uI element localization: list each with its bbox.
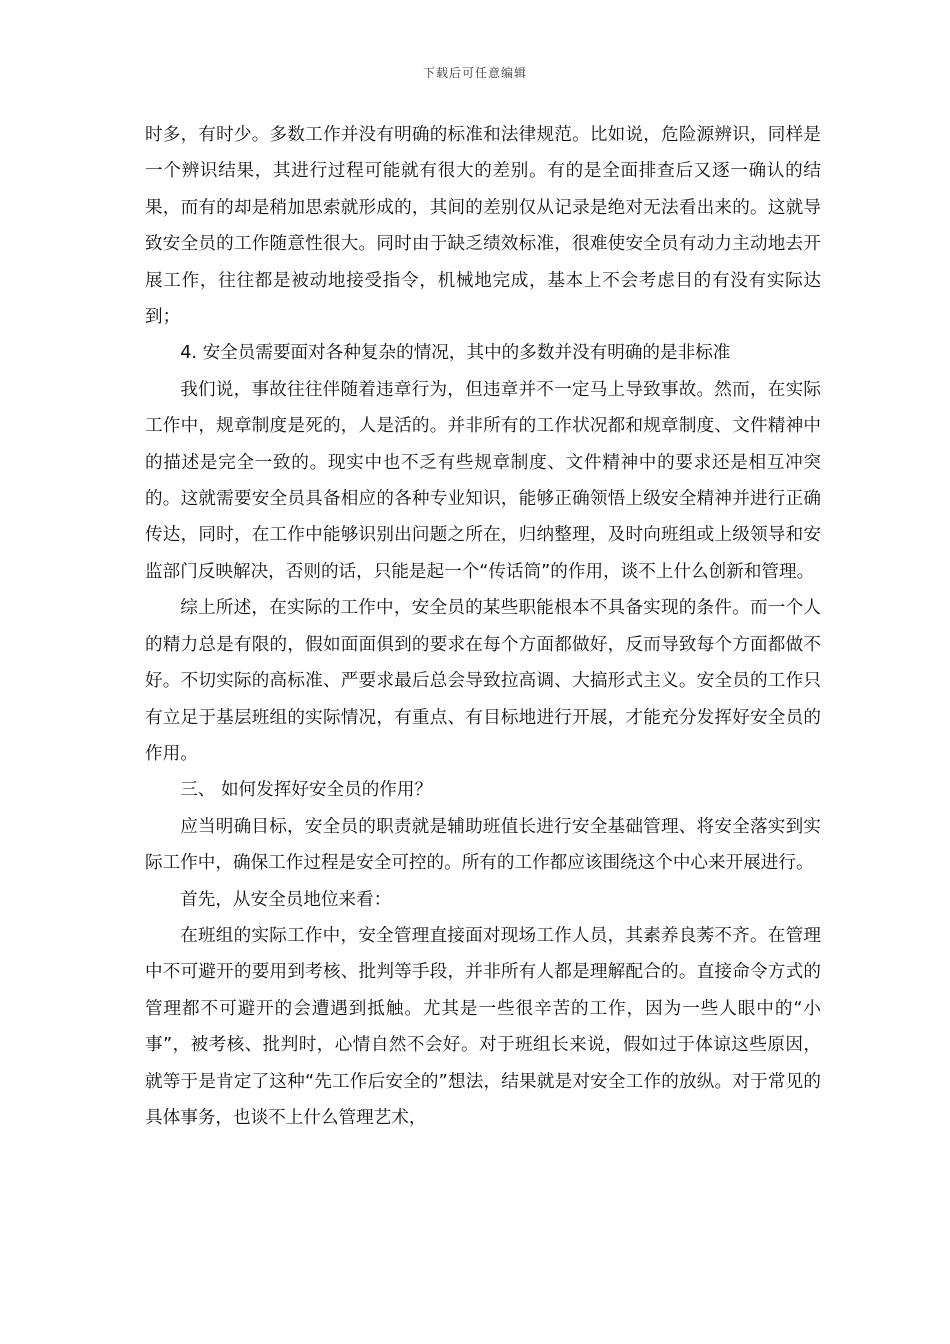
paragraph: 综上所述，在实际的工作中，安全员的某些职能根本不具备实现的条件。而一个人的精力总是有限的，假如面面俱到的要求在每个方面都做好，反而导致每个方面都做不好。不切实际的高标准、严要求最后总会导致拉高调、大搞形式主义。安全员的工作只有立足于基层班组的实际情况，有重点、有目标地进行开展，才能充分发挥好安全员的作用。 bbox=[145, 598, 821, 764]
paragraph: 我们说，事故往往伴随着违章行为，但违章并不一定马上导致事故。然而，在实际工作中，规章制度是死的，人是活的。并非所有的工作状况都和规章制度、文件精神中的描述是完全一致的。现实中也不乏有些规章制度、文件精神中的要求还是相互冲突的。这就需要安全员具备相应的各种专业知识，能够正确领悟上级安全精神并进行正确传达，同时，在工作中能够识别出问题之所在，归纳整理，及时向班组或上级领导和安监部门反映解决，否则的话，只能是起一个“传话筒”的作用，谈不上什么创新和管理。 bbox=[145, 379, 821, 582]
paragraph: 应当明确目标，安全员的职责就是辅助班值长进行安全基础管理、将安全落实到实际工作中，确保工作过程是安全可控的。所有的工作都应该围绕这个中心来开展进行。 bbox=[145, 816, 821, 874]
paragraph: 在班组的实际工作中，安全管理直接面对现场工作人员，其素养良莠不齐。在管理中不可避开的要用到考核、批判等手段，并非所有人都是理解配合的。直接命令方式的管理都不可避开的会遭遇到抵触。尤其是一些很辛苦的工作，因为一些人眼中的“小事”，被考核、批判时，心情自然不会好。对于班组长来说，假如过于体谅这些原因，就等于是肯定了这种“先工作后安全的”想法，结果就是对安全工作的放纵。对于常见的具体事务，也谈不上什么管理艺术， bbox=[145, 925, 821, 1128]
list-item-heading: 4. 安全员需要面对各种复杂的情况，其中的多数并没有明确的是非标准 bbox=[180, 343, 731, 364]
section-heading: 三、 如何发挥好安全员的作用？ bbox=[180, 780, 433, 801]
paragraph-continuation: 时多，有时少。多数工作并没有明确的标准和法律规范。比如说，危险源辨识，同样是一个辨识结果，其进行过程可能就有很大的差别。有的是全面排查后又逐一确认的结果，而有的却是稍加思索就形成的，其间的差别仅从记录是绝对无法看出来的。这就导致安全员的工作随意性很大。同时由于缺乏绩效标准，很难使安全员有动力主动地去开展工作，往往都是被动地接受指令，机械地完成，基本上不会考虑目的有没有实际达到； bbox=[145, 125, 821, 328]
document-body bbox=[145, 117, 821, 1136]
paragraph: 首先，从安全员地位来看： bbox=[180, 889, 392, 910]
page-header: 下载后可任意编辑 bbox=[422, 66, 527, 80]
